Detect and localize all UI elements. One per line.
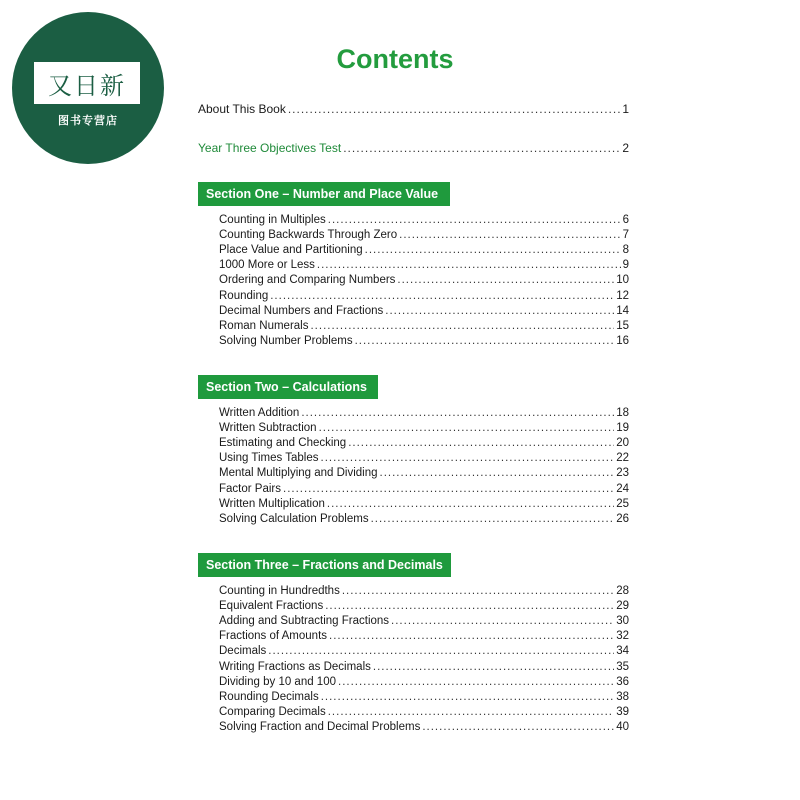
toc-entry-label: Factor Pairs: [219, 482, 281, 495]
logo-mark: 又日新: [34, 62, 140, 104]
page-title: Contents: [336, 44, 454, 74]
toc-entry-label: Estimating and Checking: [219, 437, 347, 450]
toc-entry-page: 30: [616, 615, 629, 628]
logo-subtitle: 图书专营店: [58, 114, 118, 127]
toc-entry-label: Comparing Decimals: [219, 705, 326, 718]
dot-leader: [422, 720, 614, 735]
toc-entry: [219, 497, 629, 512]
dot-leader: [328, 213, 621, 228]
toc-entry-label: Equivalent Fractions: [219, 600, 324, 613]
toc-entry-label: Writing Fractions as Decimals: [219, 660, 371, 673]
dot-leader: [355, 334, 615, 349]
dot-leader: [397, 273, 614, 288]
toc-entry-label: Solving Fraction and Decimal Problems: [219, 720, 421, 733]
dot-leader: [385, 304, 614, 319]
toc-entry-label: Rounding: [219, 289, 269, 302]
toc-entry-label: Solving Number Problems: [219, 334, 353, 347]
toc-entry: [219, 451, 629, 466]
toc-entry-page: 8: [622, 244, 629, 257]
toc-entry-label: Decimals: [219, 645, 267, 658]
toc-entry: [219, 482, 629, 497]
dot-leader: [380, 466, 615, 481]
toc-entry: [219, 273, 629, 288]
toc-entry-page: 19: [616, 422, 629, 435]
dot-leader: [329, 629, 614, 644]
toc-entry-page: 24: [616, 482, 629, 495]
dot-leader: [317, 258, 621, 273]
dot-leader: [288, 102, 620, 117]
dot-leader: [342, 584, 614, 599]
section-heading: Section One – Number and Place Value: [198, 182, 450, 206]
toc-entry: [219, 289, 629, 304]
toc-entry: [219, 720, 629, 735]
dot-leader: [328, 705, 614, 720]
toc-entry-page: 10: [616, 274, 629, 287]
toc-entry-page: 22: [616, 452, 629, 465]
dot-leader: [319, 421, 615, 436]
toc-entry-page: 40: [616, 720, 629, 733]
toc-entry-label: Solving Calculation Problems: [219, 512, 369, 525]
toc-entry: [219, 436, 629, 451]
toc-entry: [219, 644, 629, 659]
toc-entry-label: Counting in Hundredths: [219, 585, 340, 597]
toc-entry: [219, 304, 629, 319]
toc-entry-label: Ordering and Comparing Numbers: [219, 274, 396, 287]
toc-entry: [219, 629, 629, 644]
toc-entry-page: 20: [616, 437, 629, 450]
toc-entry-page: 34: [616, 645, 629, 658]
toc-entry-objectives-test: [198, 141, 629, 156]
dot-leader: [343, 141, 620, 156]
toc-entry-label: Rounding Decimals: [219, 690, 319, 703]
store-logo: [12, 12, 164, 164]
dot-leader: [371, 512, 615, 527]
toc-entry-label: Place Value and Partitioning: [219, 244, 363, 257]
toc-entry-page: 2: [622, 141, 629, 155]
toc-entry: [219, 675, 629, 690]
toc-entry-label: Dividing by 10 and 100: [219, 675, 336, 688]
dot-leader: [310, 319, 614, 334]
toc-entry-label: Counting Backwards Through Zero: [219, 229, 398, 242]
toc-entry-page: 39: [616, 705, 629, 718]
dot-leader: [391, 614, 614, 629]
section-heading: Section Three – Fractions and Decimals: [198, 553, 451, 577]
toc-entry: [219, 466, 629, 481]
toc-entry-label: Using Times Tables: [219, 452, 319, 465]
toc-entry: [219, 213, 629, 228]
toc-entry-label: Written Multiplication: [219, 497, 325, 510]
toc-entry-page: 9: [622, 259, 629, 272]
dot-leader: [321, 690, 614, 705]
toc-entry-page: 36: [616, 675, 629, 688]
dot-leader: [321, 451, 615, 466]
section-heading: Section Two – Calculations: [198, 375, 378, 399]
toc-entry: [219, 243, 629, 258]
dot-leader: [283, 482, 614, 497]
dot-leader: [270, 289, 614, 304]
toc-entry-label: Decimal Numbers and Fractions: [219, 304, 384, 317]
toc-entry-label: Mental Multiplying and Dividing: [219, 467, 378, 480]
dot-leader: [301, 406, 614, 421]
toc-entry: [219, 705, 629, 720]
toc-entry-page: 6: [622, 214, 629, 226]
dot-leader: [348, 436, 614, 451]
toc-entry-label: Written Addition: [219, 407, 300, 419]
dot-leader: [365, 243, 621, 258]
toc-entry: [219, 512, 629, 527]
toc-entry-page: 7: [622, 229, 629, 242]
toc-entry: [219, 690, 629, 705]
toc-entry-label: Roman Numerals: [219, 319, 309, 332]
toc-entry-page: 18: [616, 407, 629, 419]
toc-entry: [219, 421, 629, 436]
toc-entry-label: About This Book: [198, 102, 286, 116]
toc-entry-page: 1: [622, 102, 629, 116]
toc-entry-label: 1000 More or Less: [219, 259, 315, 272]
dot-leader: [338, 675, 614, 690]
toc-entry-page: 23: [616, 467, 629, 480]
toc-entry: [219, 406, 629, 421]
toc-entry-page: 38: [616, 690, 629, 703]
dot-leader: [268, 644, 614, 659]
toc-entry-page: 32: [616, 630, 629, 643]
toc-entry-page: 28: [616, 585, 629, 597]
toc-entry: [219, 660, 629, 675]
dot-leader: [373, 660, 614, 675]
toc-entry: [219, 258, 629, 273]
toc-entry-page: 15: [616, 319, 629, 332]
toc-entry-page: 26: [616, 512, 629, 525]
toc-entry-page: 14: [616, 304, 629, 317]
toc-entry: [219, 319, 629, 334]
toc-entry-page: 16: [616, 334, 629, 347]
toc-entry-label: Written Subtraction: [219, 422, 317, 435]
toc-entry: [219, 584, 629, 599]
toc-entry-label: Adding and Subtracting Fractions: [219, 615, 390, 628]
toc-entry-page: 29: [616, 600, 629, 613]
dot-leader: [327, 497, 614, 512]
toc-entry-about: [198, 102, 629, 117]
dot-leader: [325, 599, 614, 614]
toc-entry-page: 35: [616, 660, 629, 673]
toc-entry-label: Fractions of Amounts: [219, 630, 328, 643]
toc-entry: [219, 599, 629, 614]
toc-entry-page: 25: [616, 497, 629, 510]
toc-entry: [219, 614, 629, 629]
toc-entry: [219, 334, 629, 349]
dot-leader: [399, 228, 620, 243]
toc-entry: [219, 228, 629, 243]
toc-entry-label: Year Three Objectives Test: [198, 141, 342, 155]
toc-entry-page: 12: [616, 289, 629, 302]
toc-entry-label: Counting in Multiples: [219, 214, 326, 226]
